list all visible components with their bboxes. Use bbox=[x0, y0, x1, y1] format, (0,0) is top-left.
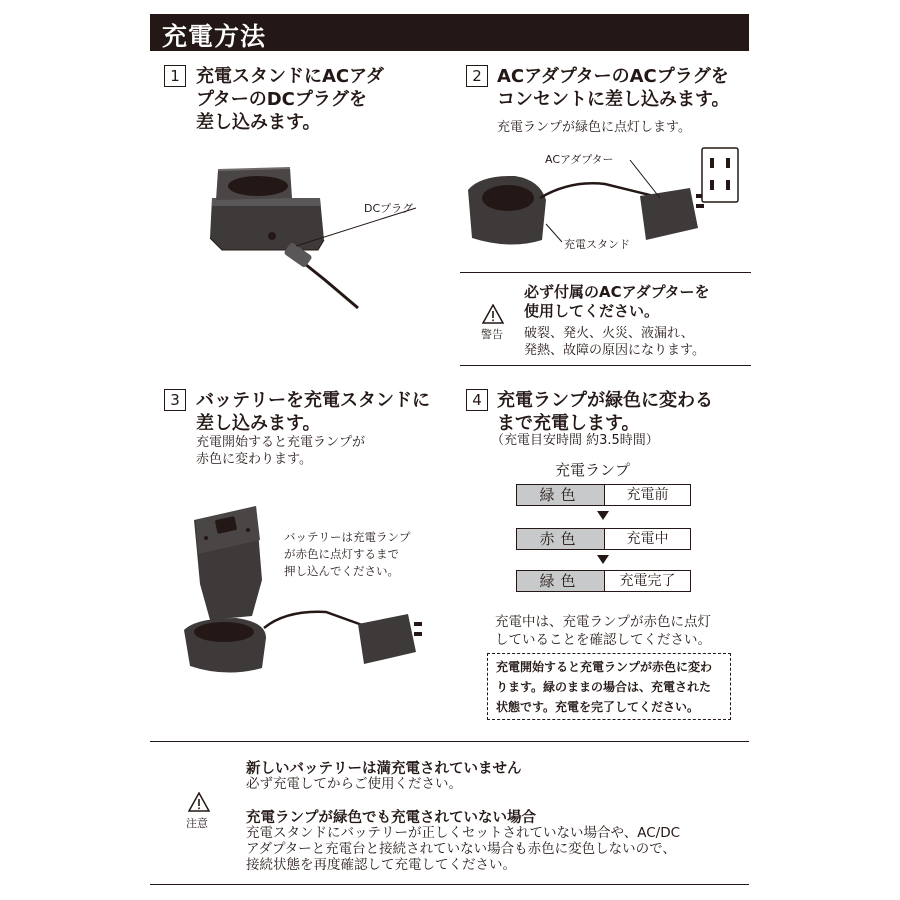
step-4-title: 充電ランプが緑色に変わる まで充電します。 bbox=[497, 390, 713, 434]
step-4-subtitle: （充電目安時間 約3.5時間） bbox=[491, 433, 659, 448]
warning-body: 破裂、発火、火災、液漏れ、 発熱、故障の原因になります。 bbox=[524, 326, 705, 358]
caution-triangle-icon bbox=[188, 792, 210, 812]
lamp-row-charging bbox=[516, 528, 691, 550]
caution-bottom-rule bbox=[150, 884, 749, 885]
lamp-row-before bbox=[516, 484, 691, 506]
lamp-row-complete bbox=[516, 570, 691, 592]
step-2-number: 2 bbox=[466, 65, 488, 87]
caution-body-1: 必ず充電してからご使用ください。 bbox=[246, 776, 462, 792]
caution-body-2: 充電スタンドにバッテリーが正しくセットされていない場合や、AC/DC アダプターと充電台と接続されていない場合も赤色に変色しないので、 接続状態を再度確認して充電してください。 bbox=[246, 825, 681, 873]
lamp-color-cell: 緑色 bbox=[517, 485, 605, 505]
step-4-box-text: 充電開始すると充電ランプが赤色に変わ ります。緑のままの場合は、充電された 状態です。充電を完了してください。 bbox=[496, 660, 713, 714]
step-1-number: 1 bbox=[164, 65, 186, 87]
warning-title: 必ず付属のACアダプターを 使用してください。 bbox=[524, 283, 710, 320]
lamp-state-cell: 充電完了 bbox=[619, 573, 676, 589]
step-3-description: 充電開始すると充電ランプが 赤色に変わります。 bbox=[196, 435, 366, 467]
step-2-description: 充電ランプが緑色に点灯します。 bbox=[497, 120, 691, 135]
ac-adapter-callout: ACアダプター bbox=[545, 153, 614, 166]
charger-stand-callout: 充電スタンド bbox=[564, 238, 630, 251]
lamp-state-cell: 充電中 bbox=[626, 531, 669, 547]
warning-bottom-rule bbox=[460, 365, 751, 366]
lamp-color-cell: 緑色 bbox=[517, 571, 605, 591]
caution-top-rule bbox=[150, 741, 749, 742]
arrow-down-icon bbox=[597, 555, 609, 564]
lamp-state-cell: 充電前 bbox=[626, 487, 669, 503]
warning-label: 警告 bbox=[481, 328, 503, 341]
dc-plug-callout: DCプラグ bbox=[364, 202, 414, 215]
step-4-note: 充電中は、充電ランプが赤色に点灯 していることを確認してください。 bbox=[495, 614, 711, 648]
caution-label: 注意 bbox=[186, 817, 208, 830]
step-2-title: ACアダプターのACプラグを コンセントに差し込みます。 bbox=[497, 66, 730, 110]
step-4-number: 4 bbox=[466, 389, 488, 411]
lamp-table-title: 充電ランプ bbox=[555, 461, 631, 479]
arrow-down-icon bbox=[597, 511, 609, 520]
step-3-title: バッテリーを充電スタンドに 差し込みます。 bbox=[196, 390, 430, 434]
step-3-number: 3 bbox=[164, 389, 186, 411]
lamp-color-cell: 赤色 bbox=[517, 529, 605, 549]
warning-top-rule bbox=[460, 272, 751, 273]
step-3-callout: バッテリーは充電ランプ が赤色に点灯するまで 押し込んでください。 bbox=[284, 530, 411, 578]
caution-heading-2: 充電ランプが緑色でも充電されていない場合 bbox=[246, 810, 536, 826]
charger-stand-dc-plug-illustration bbox=[200, 158, 440, 318]
step-1-title: 充電スタンドにACアダ プターのDCプラグを 差し込みます。 bbox=[196, 66, 384, 133]
caution-heading-1: 新しいバッテリーは満充電されていません bbox=[246, 761, 522, 777]
page-title: 充電方法 bbox=[162, 22, 267, 51]
warning-triangle-icon bbox=[482, 304, 504, 324]
